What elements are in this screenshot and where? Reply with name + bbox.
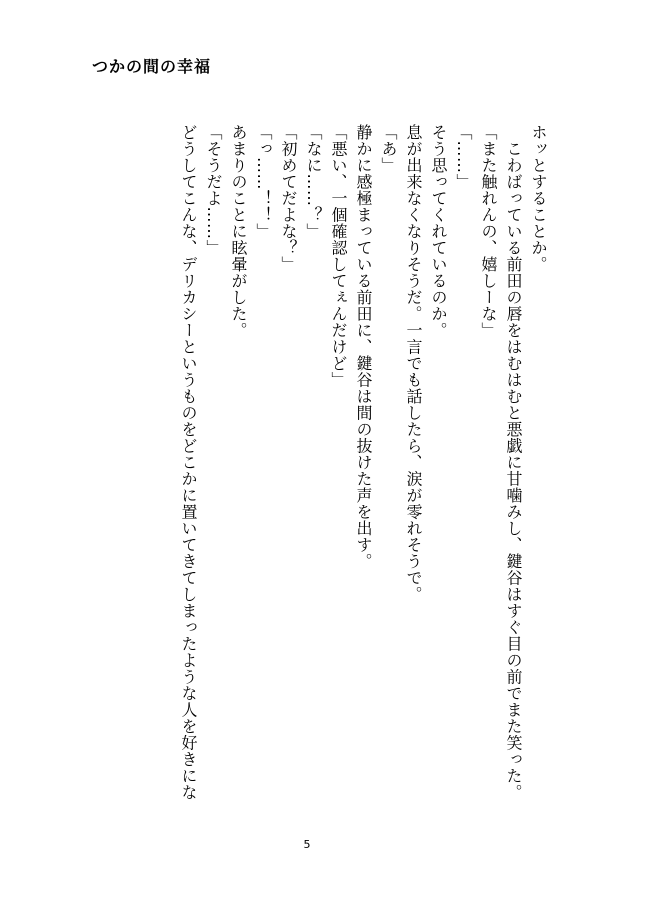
text-line: 「悪い、一個確認してぇんだけど」 <box>329 124 348 388</box>
page-number: 5 <box>303 838 311 851</box>
text-line: 「っ……！！」 <box>254 124 273 240</box>
text-line: そう思ってくれているのか。 <box>429 124 448 339</box>
chapter-title: つかの間の幸福 <box>92 57 212 76</box>
text-line: 「あ」 <box>379 124 398 174</box>
text-line: 息が出来なくなりそうだ。一言でも話したら、涙が零れそうで。 <box>404 124 423 603</box>
text-line: ホッとすることか。 <box>529 124 548 273</box>
text-line: こわばっている前田の唇をはむはむと悪戯に甘噛みし、鍵谷はすぐ目の前でまた笑った。 <box>504 124 523 801</box>
text-line: 「そうだよ……」 <box>204 124 223 256</box>
body-text <box>176 124 551 804</box>
text-line: どうしてこんな、デリカシーというものをどこかに置いてきてしまったような人を好きにな <box>179 124 198 801</box>
text-line: 「……」 <box>454 124 473 190</box>
text-line: あまりのことに眩暈がした。 <box>229 124 248 339</box>
text-line: 「なに……？」 <box>304 124 323 240</box>
text-line: 静かに感極まっている前田に、鍵谷は間の抜けた声を出す。 <box>354 124 373 570</box>
text-line: 「初めてだよな？」 <box>279 124 298 273</box>
text-line: 「また触れんの、嬉しーな」 <box>479 124 498 339</box>
